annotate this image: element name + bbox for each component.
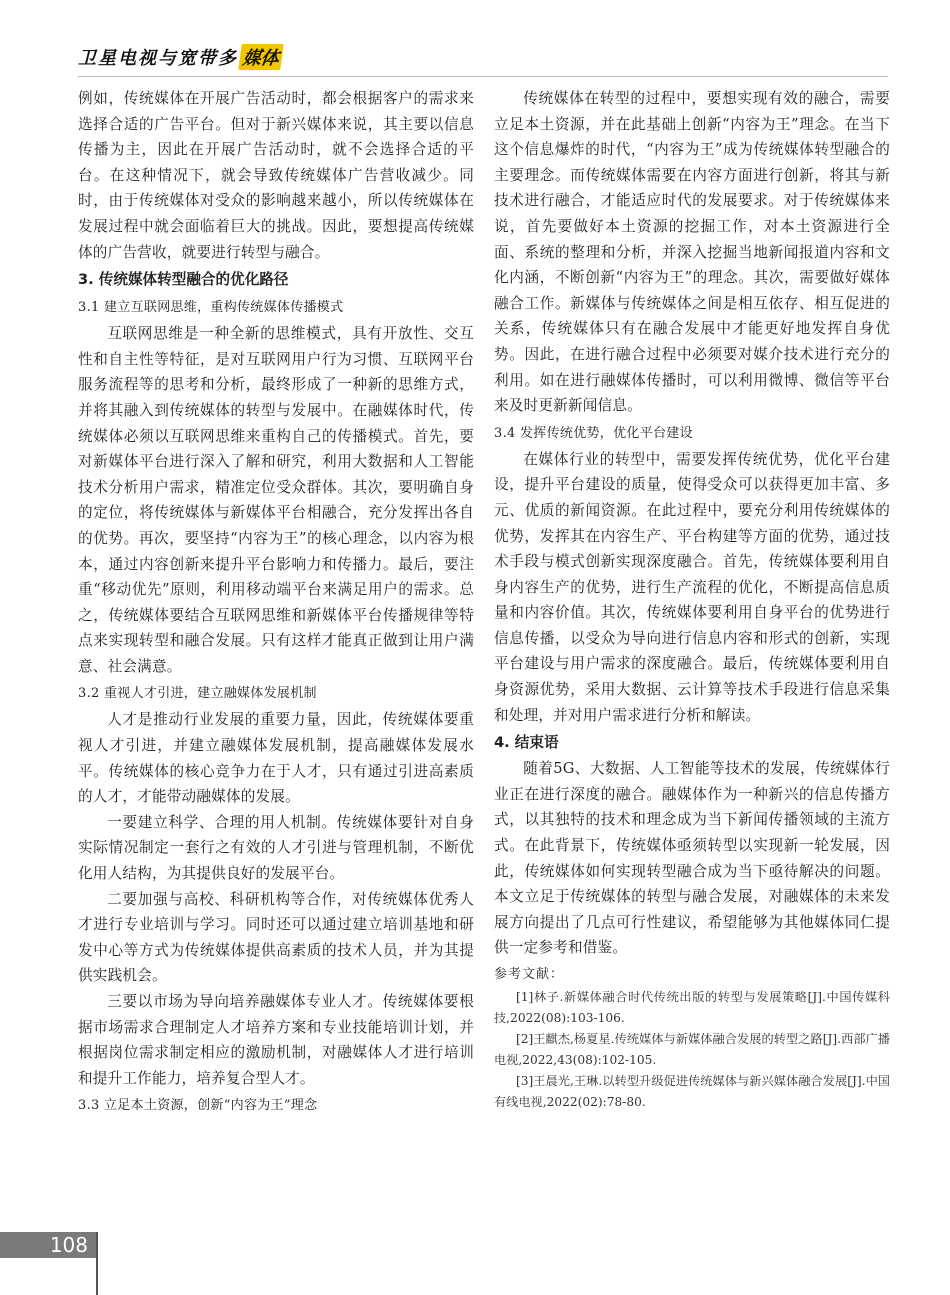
- right-column: [494, 86, 890, 1113]
- page-number-text: 108: [49, 1233, 88, 1257]
- subsection-heading: 3.4 发挥传统优势，优化平台建设: [494, 425, 693, 441]
- reference-item: [1]林子.新媒体融合时代传统出版的转型与发展策略[J].中国传媒科技,2022(08):103-106.: [494, 990, 890, 1025]
- subsection-heading: 3.1 建立互联网思维，重构传统媒体传播模式: [78, 300, 344, 316]
- paragraph: 互联网思维是一种全新的思维模式，具有开放性、交互性和自主性等特征，是对互联网用户行为习惯、互联网平台服务流程等的思考和分析，最终形成了一种新的思维方式，并将其融入到传统媒体的转型与发展中。在融媒体时代，传统媒体必须以互联网思维来重构自己的传播模式。首先，要对新媒体平台进行深入了解和研究，利用大数据和人工智能技术分析用户需求，精准定位受众群体。其次，要明确自身的定位，将传统媒体与新媒体平台相融合，充分发挥出各自的优势。再次，要坚持“内容为王”的核心理念，以内容为根本，通过内容创新来提升平台影响力和传播力。最后，要注重“移动优先”原则，利用移动端平台来满足用户的需求。总之，传统媒体要结合互联网思维和新媒体平台传播规律等特点来实现转型和融合发展。只有这样才能真正做到让用户满意、社会满意。: [78, 325, 474, 675]
- journal-title-accent: 媒体: [238, 44, 284, 70]
- paragraph: 三要以市场为导向培养融媒体专业人才。传统媒体要根据市场需求合理制定人才培养方案和专业技能培训计划，并根据岗位需求制定相应的激励机制，对融媒体人才进行培训和提升工作能力，培养复合型人才。: [78, 993, 474, 1087]
- paragraph: 一要建立科学、合理的用人机制。传统媒体要针对自身实际情况制定一套行之有效的人才引进与管理机制，不断优化用人结构，为其提供良好的发展平台。: [78, 813, 474, 883]
- paragraph: 传统媒体在转型的过程中，要想实现有效的融合，需要立足本土资源，并在此基础上创新“内容为王”理念。在当下这个信息爆炸的时代，“内容为王”成为传统媒体转型融合的主要理念。而传统媒体需要在内容方面进行创新，将其与新技术进行融合，才能适应时代的发展要求。对于传统媒体来说，首先要做好本土资源的挖掘工作，对本土资源进行全面、系统的整理和分析，并深入挖掘当地新闻报道内容和文化内涵，不断创新“内容为王”的理念。其次，需要做好媒体融合工作。新媒体与传统媒体之间是相互依存、相互促进的关系，传统媒体只有在融合发展中才能更好地发挥自身优势。因此，在进行融合过程中必须要对媒介技术进行充分的利用。如在进行融媒体传播时，可以利用微博、微信等平台来及时更新新闻信息。: [494, 90, 890, 415]
- header-divider: [78, 76, 888, 77]
- paragraph: 二要加强与高校、科研机构等合作，对传统媒体优秀人才进行专业培训与学习。同时还可以通过建立培训基地和研发中心等方式为传统媒体提供高素质的技术人员，并为其提供实践机会。: [78, 890, 474, 985]
- references-title: 参考文献：: [494, 967, 565, 982]
- subsection-heading: 3.3 立足本土资源，创新“内容为王”理念: [78, 1098, 318, 1114]
- journal-header: [78, 44, 282, 70]
- paragraph: 随着5G、大数据、人工智能等技术的发展，传统媒体行业正在进行深度的融合。融媒体作为一种新兴的信息传播方式，以其独特的技术和理念成为当下新闻传播领域的主流方式。在此背景下，传统媒体亟须转型以实现新一轮发展，因此，传统媒体如何实现转型融合成为当下亟待解决的问题。本文立足于传统媒体的转型与融合发展，对融媒体的未来发展方向提出了几点可行性建议，希望能够为其他媒体同仁提供一定参考和借鉴。: [494, 760, 890, 957]
- page-number-rule: [96, 1232, 98, 1295]
- paragraph: 例如，传统媒体在开展广告活动时，都会根据客户的需求来选择合适的广告平台。但对于新兴媒体来说，其主要以信息传播为主，因此在开展广告活动时，就不会选择合适的平台。在这种情况下，就会导致传统媒体广告营收减少。同时，由于传统媒体对受众的影响越来越小，所以传统媒体在发展过程中就会面临着巨大的挑战。因此，要想提高传统媒体的广告营收，就要进行转型与融合。: [78, 90, 474, 261]
- reference-item: [2]王麒杰,杨夏星.传统媒体与新媒体融合发展的转型之路[J].西部广播电视,2022,43(08):102-105.: [494, 1032, 890, 1067]
- subsection-heading: 3.2 重视人才引进，建立融媒体发展机制: [78, 686, 317, 702]
- paragraph: 人才是推动行业发展的重要力量，因此，传统媒体要重视人才引进，并建立融媒体发展机制，提高融媒体发展水平。传统媒体的核心竞争力在于人才，只有通过引进高素质的人才，才能带动融媒体的发展。: [78, 711, 474, 806]
- journal-title: 卫星电视与宽带多: [78, 48, 238, 69]
- page-number: [0, 1232, 96, 1258]
- section-heading: 3. 传统媒体转型融合的优化路径: [78, 271, 289, 289]
- reference-item: [3]王晨光,王琳.以转型升级促进传统媒体与新兴媒体融合发展[J].中国有线电视,2022(02):78-80.: [494, 1074, 890, 1109]
- left-column: [78, 86, 474, 1119]
- paragraph: 在媒体行业的转型中，需要发挥传统优势，优化平台建设，提升平台建设的质量，使得受众可以获得更加丰富、多元、优质的新闻资源。在此过程中，要充分利用传统媒体的优势，发挥其在内容生产、平台构建等方面的优势，通过技术手段与模式创新实现深度融合。首先，传统媒体要利用自身内容生产的优势，进行生产流程的优化，不断提高信息质量和内容价值。其次，传统媒体要利用自身平台的优势进行信息传播，以受众为导向进行信息内容和形式的创新，实现平台建设与用户需求的深度融合。最后，传统媒体要利用自身资源优势，采用大数据、云计算等技术手段进行信息采集和处理，并对用户需求进行分析和解读。: [494, 450, 890, 724]
- section-heading: 4. 结束语: [494, 734, 559, 752]
